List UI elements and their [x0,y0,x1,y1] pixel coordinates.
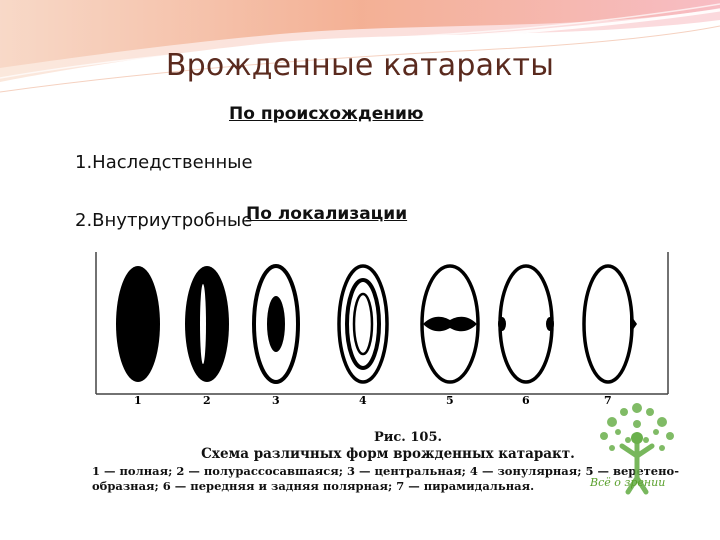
watermark-logo-icon [582,400,694,510]
watermark-text: Всё о зрении [590,476,666,489]
lens-number: 6 [522,394,530,407]
slide-title: Врожденные катаракты [165,48,555,83]
lens-number: 2 [203,394,211,407]
lens-number: 7 [604,394,612,407]
caption-figure-number: Рис. 105. [373,430,443,445]
caption-legend-line: 1 — полная; 2 — полурассосавшаяся; 3 — центральная; 4 — зонулярная; 5 — веретено- [92,464,679,478]
caption-legend-line: образная; 6 — передняя и задняя полярная; 7 — пирамидальная. [92,479,535,493]
lens-number: 3 [272,394,280,407]
lens-number: 5 [446,394,454,407]
lens-7-pyramidal [584,266,632,382]
list-item-intrauterine: 2.Внутриутробные [75,210,253,231]
lens-6-polar [500,266,552,382]
subtitle-origin: По происхождению [229,104,424,124]
caption-title: Схема различных форм врожденных катаракт. [201,446,575,462]
lens-number: 1 [134,394,142,407]
list-item-hereditary: 1.Наследственные [75,152,253,173]
lens-1-total [116,266,160,382]
lens-number: 4 [359,394,367,407]
lens-2-partial [185,266,229,382]
subtitle-location: По локализации [246,204,408,224]
